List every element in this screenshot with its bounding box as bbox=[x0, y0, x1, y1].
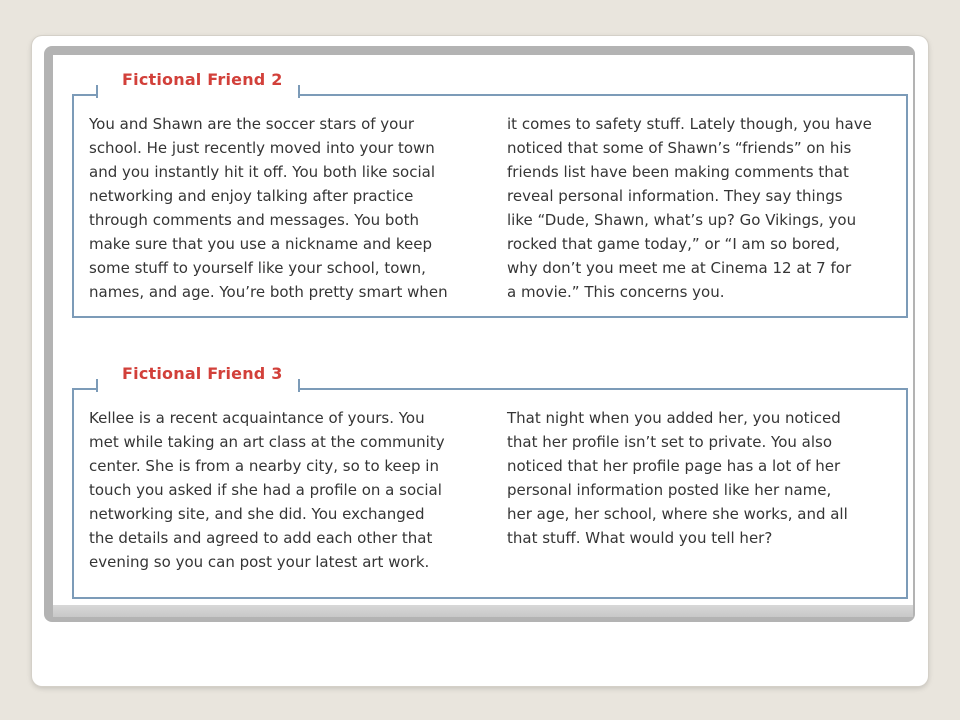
card-left-column bbox=[89, 112, 489, 304]
card-right-column bbox=[507, 112, 897, 304]
text-line: networking site, and she did. You exchanged bbox=[89, 505, 425, 523]
text-line: reveal personal information. They say things bbox=[507, 187, 843, 205]
text-line: some stuff to yourself like your school, town, bbox=[89, 259, 426, 277]
image-bottom-strip bbox=[53, 605, 913, 617]
text-line: why don’t you meet me at Cinema 12 at 7 for bbox=[507, 259, 852, 277]
text-line: You and Shawn are the soccer stars of your bbox=[89, 115, 415, 133]
card-title-bracket-left bbox=[96, 85, 98, 98]
text-line: personal information posted like her name, bbox=[507, 481, 832, 499]
text-line: her age, her school, where she works, and all bbox=[507, 505, 848, 523]
text-line: evening so you can post your latest art work. bbox=[89, 553, 430, 571]
text-line: through comments and messages. You both bbox=[89, 211, 420, 229]
card-border-top-right bbox=[298, 388, 908, 390]
card-title-bracket-right bbox=[298, 85, 300, 98]
text-line: touch you asked if she had a profile on a social bbox=[89, 481, 442, 499]
card-border-top-left bbox=[72, 388, 96, 390]
text-line: names, and age. You’re both pretty smart when bbox=[89, 283, 448, 301]
text-line: the details and agreed to add each other that bbox=[89, 529, 433, 547]
text-line: like “Dude, Shawn, what’s up? Go Vikings, you bbox=[507, 211, 857, 229]
text-line: center. She is from a nearby city, so to keep in bbox=[89, 457, 439, 475]
text-line: noticed that her profile page has a lot of her bbox=[507, 457, 841, 475]
card-title: Fictional Friend 2 bbox=[122, 70, 283, 89]
fictional-friend-2-card bbox=[72, 70, 908, 318]
text-line: Kellee is a recent acquaintance of yours. You bbox=[89, 409, 425, 427]
card-title-bracket-right bbox=[298, 379, 300, 392]
card-left-column bbox=[89, 406, 489, 574]
card-title: Fictional Friend 3 bbox=[122, 364, 283, 383]
text-line: make sure that you use a nickname and keep bbox=[89, 235, 432, 253]
text-line: networking and enjoy talking after practice bbox=[89, 187, 414, 205]
text-line: that her profile isn’t set to private. You also bbox=[507, 433, 833, 451]
text-line: that stuff. What would you tell her? bbox=[507, 529, 773, 547]
text-line: noticed that some of Shawn’s “friends” on his bbox=[507, 139, 852, 157]
text-line: That night when you added her, you noticed bbox=[507, 409, 841, 427]
text-line: it comes to safety stuff. Lately though, you have bbox=[507, 115, 872, 133]
text-line: and you instantly hit it off. You both like social bbox=[89, 163, 435, 181]
text-line: friends list have been making comments that bbox=[507, 163, 849, 181]
fictional-friend-3-card bbox=[72, 364, 908, 599]
text-line: a movie.” This concerns you. bbox=[507, 283, 725, 301]
card-border-top-left bbox=[72, 94, 96, 96]
card-right-column bbox=[507, 406, 897, 550]
card-border-top-right bbox=[298, 94, 908, 96]
text-line: rocked that game today,” or “I am so bored, bbox=[507, 235, 840, 253]
text-line: school. He just recently moved into your town bbox=[89, 139, 435, 157]
text-line: met while taking an art class at the community bbox=[89, 433, 445, 451]
card-title-bracket-left bbox=[96, 379, 98, 392]
